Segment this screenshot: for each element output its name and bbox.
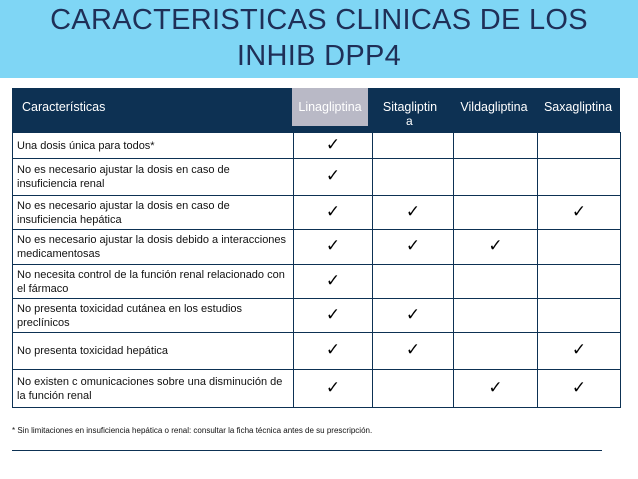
table-row bbox=[13, 299, 621, 333]
cell-linagliptina bbox=[294, 265, 373, 299]
check-icon: ✓ bbox=[405, 236, 421, 255]
check-icon: ✓ bbox=[405, 201, 421, 221]
cell-sitagliptina bbox=[373, 333, 454, 370]
cell-vildagliptina bbox=[454, 159, 538, 196]
table-row bbox=[13, 196, 621, 230]
cell-sitagliptina bbox=[373, 265, 454, 299]
check-icon: ✓ bbox=[325, 236, 341, 255]
check-icon: ✓ bbox=[488, 377, 503, 397]
cell-vildagliptina bbox=[454, 196, 538, 230]
cell-sitagliptina bbox=[373, 230, 454, 265]
cell-saxagliptina bbox=[538, 265, 621, 299]
cell-linagliptina bbox=[294, 299, 373, 333]
cell-saxagliptina bbox=[538, 230, 621, 265]
row-label: No es necesario ajustar la dosis en caso de insuficiencia renal bbox=[13, 159, 294, 196]
row-label: No presenta toxicidad hepática bbox=[13, 333, 294, 370]
table-row bbox=[13, 265, 621, 299]
check-icon: ✓ bbox=[325, 134, 341, 154]
cell-sitagliptina bbox=[373, 159, 454, 196]
bottom-divider bbox=[12, 450, 602, 451]
comparison-table bbox=[12, 132, 621, 408]
cell-linagliptina bbox=[294, 196, 373, 230]
check-icon: ✓ bbox=[405, 340, 421, 359]
cell-sitagliptina bbox=[373, 299, 454, 333]
row-label: No existen c omunicaciones sobre una disminución de la función renal bbox=[13, 370, 294, 408]
header-caracteristicas: Características bbox=[22, 100, 106, 114]
row-label: No es necesario ajustar la dosis en caso de insuficiencia hepática bbox=[13, 196, 294, 230]
cell-saxagliptina bbox=[538, 133, 621, 159]
check-icon: ✓ bbox=[325, 340, 341, 359]
cell-saxagliptina bbox=[538, 370, 621, 408]
cell-vildagliptina bbox=[454, 299, 538, 333]
cell-saxagliptina bbox=[538, 159, 621, 196]
slide-title: CARACTERISTICAS CLINICAS DE LOS INHIB DPP4 bbox=[50, 4, 588, 72]
header-vildagliptina: Vildagliptina bbox=[460, 100, 528, 114]
table-row bbox=[13, 133, 621, 159]
cell-sitagliptina bbox=[373, 370, 454, 408]
header-linagliptina: Linagliptina bbox=[292, 88, 368, 126]
check-icon: ✓ bbox=[571, 201, 587, 221]
row-label: No es necesario ajustar la dosis debido a interacciones medicamentosas bbox=[13, 230, 294, 265]
cell-sitagliptina bbox=[373, 196, 454, 230]
check-icon: ✓ bbox=[405, 304, 421, 324]
cell-linagliptina bbox=[294, 230, 373, 265]
cell-linagliptina bbox=[294, 159, 373, 196]
check-icon: ✓ bbox=[571, 377, 587, 397]
row-label: Una dosis única para todos* bbox=[13, 133, 294, 159]
cell-linagliptina bbox=[294, 333, 373, 370]
cell-sitagliptina bbox=[373, 133, 454, 159]
table-row bbox=[13, 333, 621, 370]
check-icon: ✓ bbox=[325, 166, 341, 185]
table-row bbox=[13, 159, 621, 196]
check-icon: ✓ bbox=[488, 236, 503, 255]
check-icon: ✓ bbox=[325, 270, 341, 290]
cell-saxagliptina bbox=[538, 333, 621, 370]
cell-linagliptina bbox=[294, 370, 373, 408]
check-icon: ✓ bbox=[325, 304, 341, 324]
table-row bbox=[13, 370, 621, 408]
row-label: No necesita control de la función renal relacionado con el fármaco bbox=[13, 265, 294, 299]
check-icon: ✓ bbox=[325, 201, 341, 221]
cell-vildagliptina bbox=[454, 133, 538, 159]
row-label: No presenta toxicidad cutánea en los estudios preclínicos bbox=[13, 299, 294, 333]
footnote: * Sin limitaciones en insuficiencia hepática o renal: consultar la ficha técnica antes de su prescripción. bbox=[12, 426, 373, 435]
header-sitagliptina-label: Sitagliptin bbox=[382, 100, 438, 114]
cell-vildagliptina bbox=[454, 265, 538, 299]
cell-vildagliptina bbox=[454, 370, 538, 408]
header-sitagliptina bbox=[370, 88, 450, 126]
cell-vildagliptina bbox=[454, 333, 538, 370]
check-icon: ✓ bbox=[325, 377, 341, 397]
check-icon: ✓ bbox=[571, 340, 587, 359]
cell-saxagliptina bbox=[538, 299, 621, 333]
header-saxagliptina: Saxagliptina bbox=[543, 100, 613, 114]
cell-vildagliptina bbox=[454, 230, 538, 265]
cell-linagliptina bbox=[294, 133, 373, 159]
header-sitagliptina-overflow: a bbox=[406, 114, 413, 128]
cell-saxagliptina bbox=[538, 196, 621, 230]
table-row bbox=[13, 230, 621, 265]
